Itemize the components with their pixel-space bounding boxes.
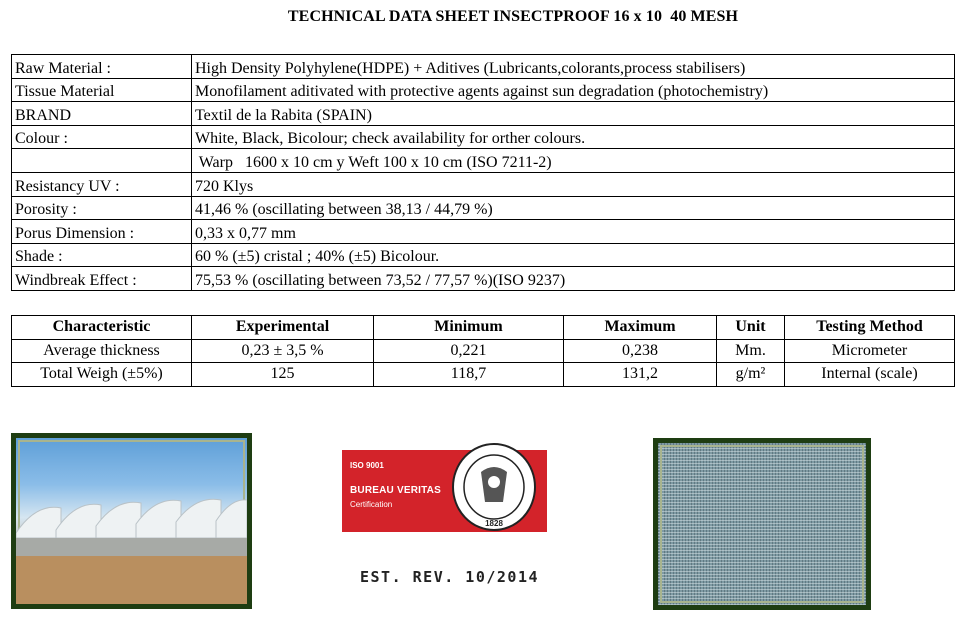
spec-label: Porosity :: [12, 196, 192, 220]
header-experimental: Experimental: [192, 316, 374, 340]
greenhouse-photo: [11, 433, 252, 609]
spec-row: [12, 172, 955, 196]
spec-table: [11, 54, 955, 291]
certifier-name: BUREAU VERITAS: [350, 485, 441, 496]
cell-minimum: 118,7: [374, 363, 564, 387]
spec-row: [12, 78, 955, 102]
revision-date: EST. REV. 10/2014: [360, 568, 540, 586]
header-maximum: Maximum: [564, 316, 717, 340]
spec-label: [12, 149, 192, 173]
spec-value: 720 Klys: [192, 172, 955, 196]
spec-value: High Density Polyhylene(HDPE) + Aditives (Lubricants,colorants,process stabilisers): [192, 55, 955, 79]
cell-characteristic: Total Weigh (±5%): [12, 363, 192, 387]
spec-row: [12, 220, 955, 244]
measurement-table: [11, 315, 955, 387]
cell-unit: Mm.: [717, 339, 785, 363]
measurement-row: [12, 363, 955, 387]
cell-maximum: 131,2: [564, 363, 717, 387]
spec-row: [12, 55, 955, 79]
spec-value: 0,33 x 0,77 mm: [192, 220, 955, 244]
header-unit: Unit: [717, 316, 785, 340]
certification-label: Certification: [350, 500, 393, 509]
spec-label: Shade :: [12, 243, 192, 267]
document-title: TECHNICAL DATA SHEET INSECTPROOF 16 x 10 40 MESH: [287, 8, 739, 25]
spec-row: [12, 149, 955, 173]
header-minimum: Minimum: [374, 316, 564, 340]
bureau-veritas-seal-icon: [451, 442, 537, 532]
spec-row: [12, 196, 955, 220]
mesh-texture-photo: [653, 438, 871, 610]
spec-value: 41,46 % (oscillating between 38,13 / 44,79 %): [192, 196, 955, 220]
spec-label: Raw Material :: [12, 55, 192, 79]
measurement-row: [12, 339, 955, 363]
spec-value: 60 % (±5) cristal ; 40% (±5) Bicolour.: [192, 243, 955, 267]
cell-testing-method: Internal (scale): [785, 363, 955, 387]
iso-label: ISO 9001: [350, 461, 384, 470]
spec-value: Warp 1600 x 10 cm y Weft 100 x 10 cm (ISO 7211-2): [192, 149, 955, 173]
cell-minimum: 0,221: [374, 339, 564, 363]
measurement-header-row: [12, 316, 955, 340]
header-characteristic: Characteristic: [12, 316, 192, 340]
spec-label: Windbreak Effect :: [12, 267, 192, 291]
cell-testing-method: Micrometer: [785, 339, 955, 363]
spec-value: 75,53 % (oscillating between 73,52 / 77,57 %)(ISO 9237): [192, 267, 955, 291]
header-testing-method: Testing Method: [785, 316, 955, 340]
greenhouse-illustration: [16, 438, 247, 604]
spec-value: White, Black, Bicolour; check availability for orther colours.: [192, 125, 955, 149]
cell-unit: g/m²: [717, 363, 785, 387]
cell-experimental: 0,23 ± 3,5 %: [192, 339, 374, 363]
spec-row: [12, 125, 955, 149]
spec-label: Porus Dimension :: [12, 220, 192, 244]
spec-label: Colour :: [12, 125, 192, 149]
spec-label: Tissue Material: [12, 78, 192, 102]
cell-maximum: 0,238: [564, 339, 717, 363]
cell-experimental: 125: [192, 363, 374, 387]
cell-characteristic: Average thickness: [12, 339, 192, 363]
spec-row: [12, 102, 955, 126]
spec-label: Resistancy UV :: [12, 172, 192, 196]
spec-value: Monofilament aditivated with protective agents against sun degradation (photochemistry): [192, 78, 955, 102]
spec-row: [12, 267, 955, 291]
spec-value: Textil de la Rabita (SPAIN): [192, 102, 955, 126]
spec-label: BRAND: [12, 102, 192, 126]
spec-row: [12, 243, 955, 267]
seal-year: 1828: [485, 519, 503, 528]
